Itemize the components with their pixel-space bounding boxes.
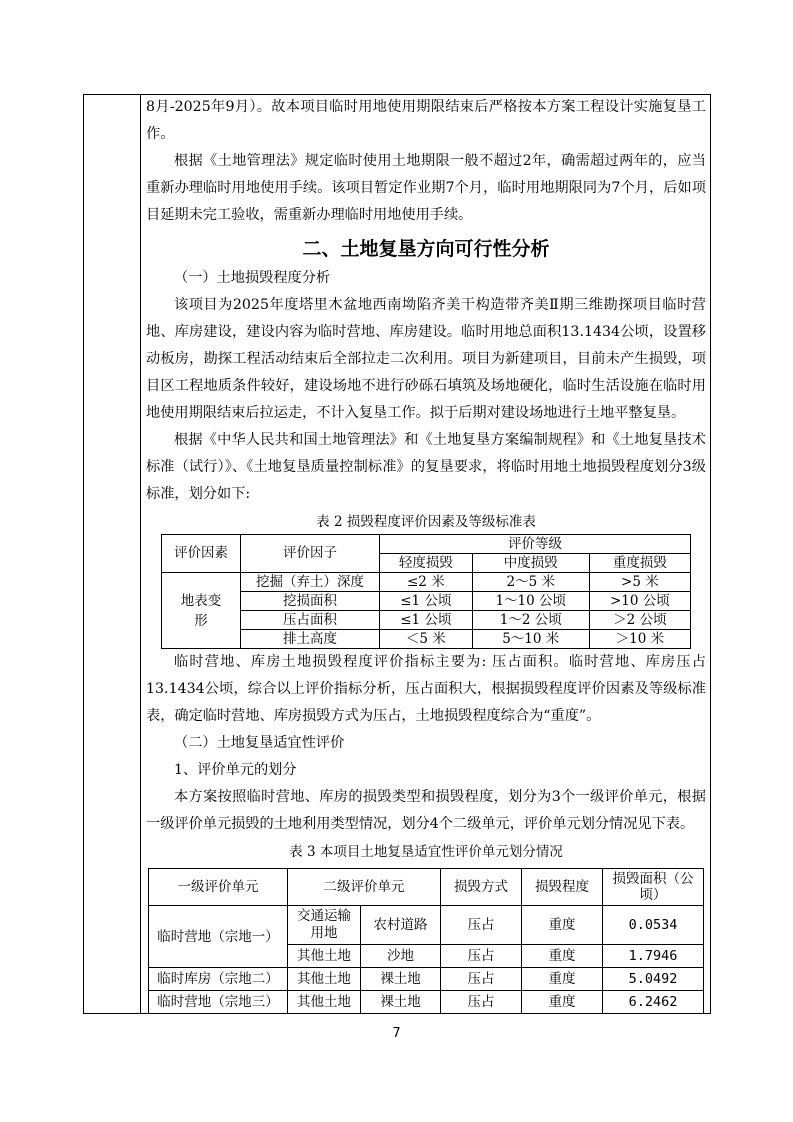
table2-cell-light: ＜5 米 (380, 630, 473, 649)
table2-cell-light: ≤2 米 (380, 573, 473, 592)
paragraph-basis: 根据《中华人民共和国土地管理法》和《土地复垦方案编制规程》和《土地复垦技术标准（试行）》、《土地复垦质量控制标准》的复垦要求，将临时用地土地损毁程度划分3级标准，划分如下: (146, 432, 706, 502)
evaluation-unit-table (148, 868, 704, 1014)
table3-cell-l1: 临时库房（宗地二） (149, 968, 288, 991)
table2-cell-heavy: >10 公顷 (589, 592, 690, 611)
table-row (162, 630, 691, 649)
table3-cell-l1: 临时营地（宗地一） (149, 906, 288, 968)
table2-header-subfactor: 评价因子 (241, 535, 380, 573)
damage-grade-table (161, 534, 691, 649)
table-row (162, 611, 691, 630)
table3-cell-l2a: 交通运输用地 (288, 906, 361, 945)
page-number: 7 (392, 1026, 401, 1041)
table3-header-l2: 二级评价单元 (288, 869, 441, 906)
table3-cell-l2b: 裸土地 (361, 968, 441, 991)
table3-header-mode: 损毁方式 (441, 869, 522, 906)
paragraph-result: 临时营地、库房土地损毁程度评价指标主要为: 压占面积。临时营地、库房压占13.1434公顷，综合以上评价指标分析，压占面积大，根据损毁程度评价因素及等级标准表，确定临时营地、库房损毁方式为压占，土地损毁程度综合为“重度”。 (146, 654, 706, 724)
table-row (162, 592, 691, 611)
table2-cell-medium: 1～2 公顷 (472, 611, 589, 630)
table2-cell-factor: 压占面积 (241, 611, 380, 630)
table-row (149, 991, 704, 1014)
table3-cell-area: 1.7946 (603, 945, 704, 968)
table2-cell-heavy: ＞10 米 (589, 630, 690, 649)
table3-cell-l2b: 沙地 (361, 945, 441, 968)
table2-header-grade: 评价等级 (380, 535, 691, 554)
table3-cell-area: 6.2462 (603, 991, 704, 1014)
paragraph-continuation: 8月-2025年9月）。故本项目临时用地使用期限结束后严格按本方案工程设计实施复垦工作。 (146, 99, 706, 142)
table3-header-area: 损毁面积（公顷） (603, 869, 704, 906)
table2-cell-medium: 2～5 米 (472, 573, 589, 592)
table3-cell-degree: 重度 (522, 968, 603, 991)
table3-cell-mode: 压占 (441, 991, 522, 1014)
document-content (146, 94, 706, 1014)
table-row (149, 906, 704, 945)
table3-header-degree: 损毁程度 (522, 869, 603, 906)
table3-cell-degree: 重度 (522, 945, 603, 968)
table2-cell-factor: 排土高度 (241, 630, 380, 649)
table2-header-factor: 评价因素 (162, 535, 241, 573)
table2-grade-heavy: 重度损毁 (589, 554, 690, 573)
table3-cell-degree: 重度 (522, 991, 603, 1014)
table2-grade-light: 轻度损毁 (380, 554, 473, 573)
paragraph-project-intro: 该项目为2025年度塔里木盆地西南坳陷齐美干构造带齐美Ⅱ期三维勘探项目临时营地、库房建设，建设内容为临时营地、库房建设。临时用地总面积13.1434公顷，设置移动板房，勘探工程活动结束后全部拉走二次利用。项目为新建项目，目前未产生损毁，项目区工程地质条件较好，建设场地不进行砂砾石填筑及场地硬化，临时生活设施在临时用地使用期限结束后拉运走，不计入复垦工作。拟于后期对建设场地进行土地平整复垦。 (146, 297, 706, 421)
paragraph-units: 本方案按照临时营地、库房的损毁类型和损毁程度，划分为3个一级评价单元，根据一级评价单元损毁的土地利用类型情况，划分4个二级单元，评价单元划分情况见下表。 (146, 789, 706, 832)
table3-cell-l2a: 其他土地 (288, 945, 361, 968)
table-row (149, 968, 704, 991)
table3-cell-mode: 压占 (441, 906, 522, 945)
section-title: 二、土地复垦方向可行性分析 (302, 238, 550, 260)
table3-cell-area: 5.0492 (603, 968, 704, 991)
paragraph-land-law: 根据《土地管理法》规定临时使用土地期限一般不超过2年，确需超过两年的，应当重新办理临时用地使用手续。该项目暂定作业期7个月，临时用地期限同为7个月，后如项目延期未完工验收，需重新办理临时用地使用手续。 (146, 153, 706, 223)
table3-cell-degree: 重度 (522, 906, 603, 945)
table3-cell-l2a: 其他土地 (288, 991, 361, 1014)
subsection-title-suitability: （二）土地复垦适宜性评价 (174, 735, 345, 751)
item-title-units: 1、评价单元的划分 (174, 762, 297, 778)
table2-cell-light: ≤1 公顷 (380, 592, 473, 611)
table-row (162, 573, 691, 592)
table3-cell-l2a: 其他土地 (288, 968, 361, 991)
table2-cell-factor: 挖损面积 (241, 592, 380, 611)
table2-cell-medium: 1～10 公顷 (472, 592, 589, 611)
table2-caption: 表 2 损毁程度评价因素及等级标准表 (316, 514, 536, 530)
table2-group-surface: 地表变形 (162, 573, 241, 649)
table3-cell-l2b: 裸土地 (361, 991, 441, 1014)
table3-header-l1: 一级评价单元 (149, 869, 288, 906)
table3-cell-mode: 压占 (441, 945, 522, 968)
table3-cell-area: 0.0534 (603, 906, 704, 945)
table2-cell-factor: 挖掘（弃土）深度 (241, 573, 380, 592)
subsection-title-damage: （一）土地损毁程度分析 (174, 270, 331, 286)
table2-cell-medium: 5～10 米 (472, 630, 589, 649)
frame-divider (140, 94, 141, 1014)
table2-grade-medium: 中度损毁 (472, 554, 589, 573)
table2-cell-heavy: >5 米 (589, 573, 690, 592)
table3-cell-l1: 临时营地（宗地三） (149, 991, 288, 1014)
table3-caption: 表 3 本项目土地复垦适宜性评价单元划分情况 (289, 844, 563, 860)
table2-cell-light: ≤1 公顷 (380, 611, 473, 630)
table3-cell-mode: 压占 (441, 968, 522, 991)
table3-cell-l2b: 农村道路 (361, 906, 441, 945)
table2-cell-heavy: ＞2 公顷 (589, 611, 690, 630)
